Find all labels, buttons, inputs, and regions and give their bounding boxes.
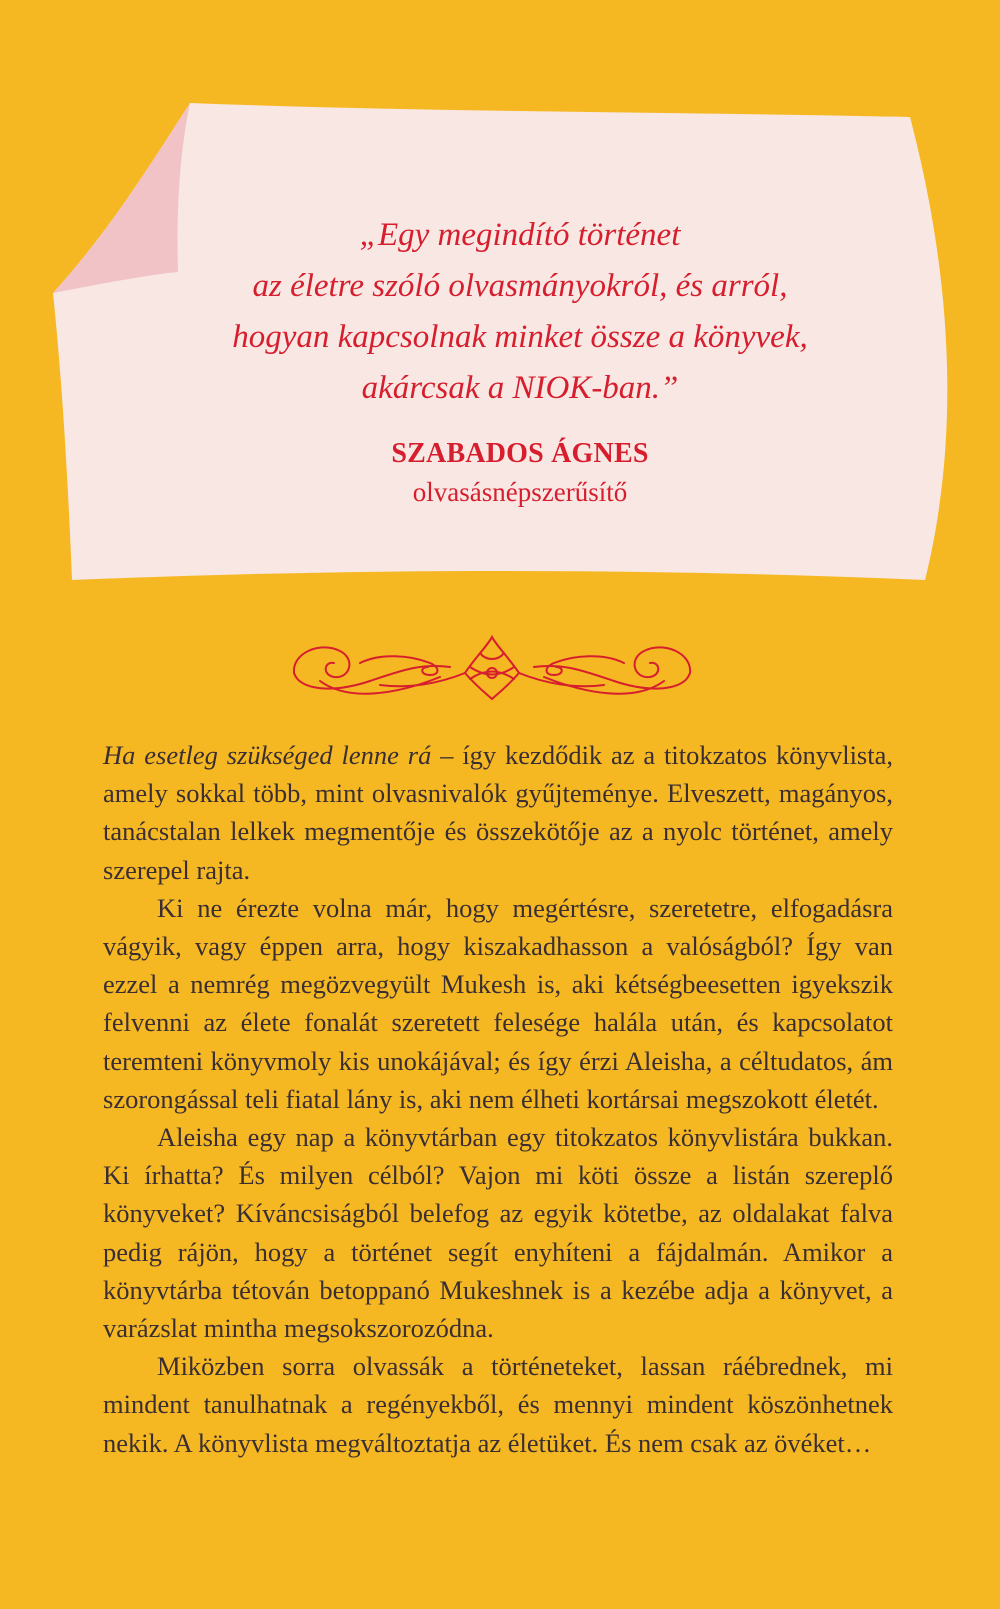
quote-block — [150, 210, 890, 510]
blurb-paragraph-2: Ki ne érezte volna már, hogy megértésre, szeretetre, elfogadásra vágyik, vagy éppen arra, hogy kiszakadhasson a valóságból? Így van ezzel a nemrég megözvegyült Mukesh is, aki kétségbeesetten igyekszik felvenni az élete fonalát szeretett felesége halála után, és kapcsolatot teremteni könyvmoly kis unokájával; és így érzi Aleisha, a céltudatos, ám szorongással teli fiatal lány is, aki nem élheti kortársai megszokott életét. — [103, 892, 893, 1114]
quote-author: SZABADOS ÁGNES — [391, 438, 649, 469]
flourish-divider-icon — [290, 633, 694, 703]
blurb-paragraph-1-text: – így kezdődik az a titokzatos könyvlista, amely sokkal több, mint olvasnivalók gyűjteménye. Elveszett, magányos, tanácstalan lelkek megmentője és összekötője az a nyolc történet, amely szerepel rajta. — [103, 740, 893, 885]
quote-line: akárcsak a NIOK-ban.” — [361, 370, 679, 406]
blurb-paragraph-1 — [103, 736, 893, 889]
quote-line: „Egy megindító történet — [359, 217, 681, 253]
quote-line: az életre szóló olvasmányokról, és arról, — [252, 268, 788, 304]
quote-author-role: olvasásnépszerűsítő — [412, 477, 628, 507]
book-list-title: Ha esetleg szükséged lenne rá — [103, 740, 432, 770]
book-blurb — [103, 736, 893, 1462]
quote-line: hogyan kapcsolnak minket össze a könyvek, — [232, 319, 808, 355]
blurb-paragraph-4: Miközben sorra olvassák a történeteket, lassan ráébrednek, mi mindent tanulhatnak a regényekből, és mennyi mindent köszönhetnek nekik. A könyvlista megváltoztatja az életüket. És nem csak az övéket… — [103, 1351, 893, 1458]
blurb-paragraph-3: Aleisha egy nap a könyvtárban egy titokzatos könyvlistára bukkan. Ki írhatta? És milyen célból? Vajon mi köti össze a listán szereplő könyveket? Kíváncsiságból belefog az egyik kötetbe, az oldalakat falva pedig rájön, hogy a történet segít enyhíteni a fájdalmán. Amikor a könyvtárba tétován betoppanó Mukeshnek is a kezébe adja a könyvet, a varázslat mintha megsokszorozódna. — [103, 1122, 893, 1344]
